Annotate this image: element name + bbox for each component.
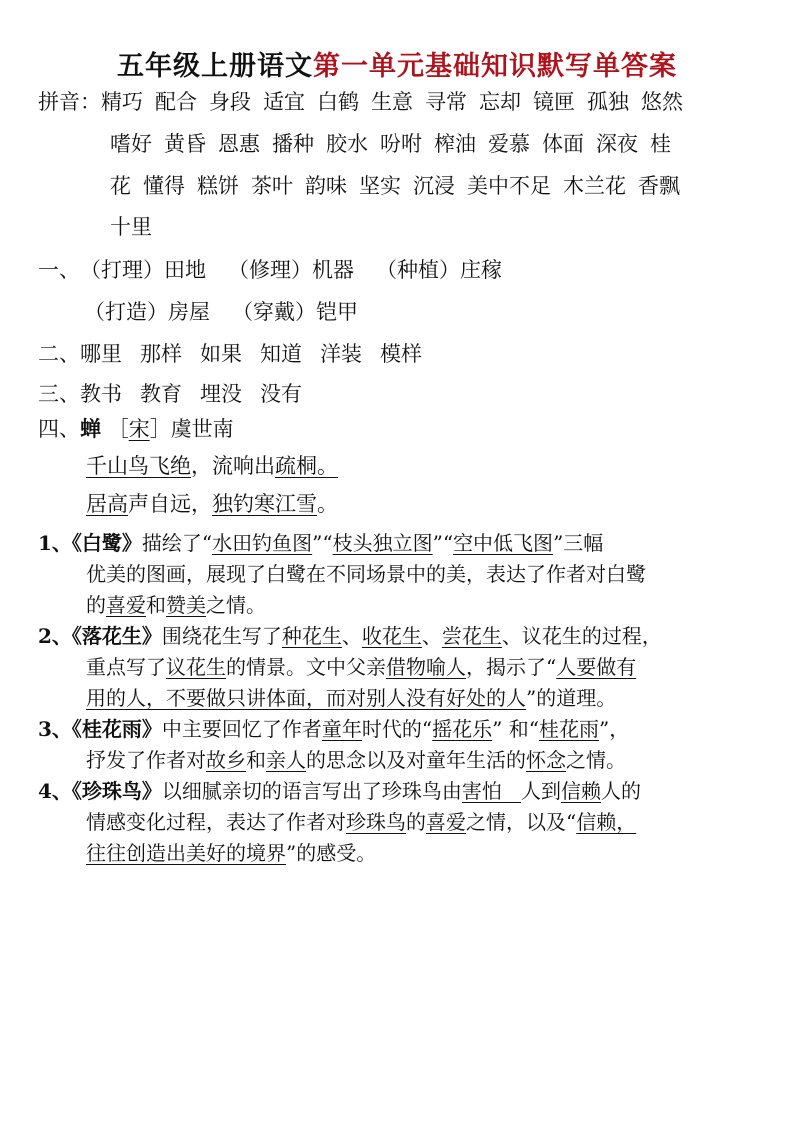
q2-book-title: 《落花生》	[71, 624, 162, 648]
q3-answer-4: 故乡	[206, 748, 246, 772]
q1-number: 1、	[38, 531, 72, 555]
pinyin-word: 榨油	[434, 132, 476, 156]
section-1-row-2	[84, 296, 380, 326]
q2-line-1	[38, 620, 662, 649]
q2-answer-7: 用的人，不要做只讲体面，而对别人没有好处的人	[86, 686, 526, 710]
section-1-item: （打造）房屋	[84, 300, 210, 324]
poem-dynasty: 宋	[128, 417, 150, 441]
pinyin-label: 拼音：	[38, 90, 101, 114]
poem-line-1	[86, 450, 351, 480]
section-1-label: 一、	[38, 258, 80, 282]
pinyin-word: 懂得	[143, 174, 185, 198]
pinyin-line-3	[110, 170, 692, 200]
section-1-item: （穿戴）铠甲	[232, 300, 358, 324]
q2-text-2: 、	[341, 624, 362, 648]
q3-text-3: ” 和“	[492, 717, 539, 741]
section-1-items-row-1	[80, 258, 524, 282]
q4-answer-4: 喜爱	[426, 810, 466, 834]
section-4-label: 四、	[38, 417, 80, 441]
dynasty-bracket-open: ［	[107, 417, 129, 441]
pinyin-word: 嗜好	[110, 132, 152, 156]
pinyin-word: 木兰花	[563, 174, 626, 198]
q4-answer-1: 害怕	[461, 779, 502, 803]
q1-text-8: 之情。	[206, 593, 266, 617]
section-2-item: 模样	[380, 342, 422, 366]
section-1-item: （修理）机器	[228, 258, 354, 282]
q4-text-3: 人的	[601, 779, 641, 803]
poem-line-1-answer-b: 疏桐。	[275, 454, 338, 478]
pinyin-word: 美中不足	[467, 174, 551, 198]
pinyin-line-2	[110, 128, 683, 158]
pinyin-word: 适宜	[263, 90, 305, 114]
poem-line-2-answer-b: 独钓寒江雪	[212, 492, 317, 516]
poem-title: 蝉	[80, 416, 101, 441]
q1-answer-2: 枝头独立图	[332, 531, 433, 555]
poem-line-2-answer-a: 居高	[86, 492, 128, 516]
poem-author: 虞世南	[170, 417, 234, 441]
q3-answer-5: 亲人	[266, 748, 306, 772]
poem-line-2-end: 。	[317, 492, 338, 516]
section-3-item: 教育	[140, 382, 182, 406]
q4-text-2: 人到	[521, 779, 561, 803]
section-2-items	[80, 342, 440, 366]
pinyin-word: 忘却	[479, 90, 521, 114]
q4-text-5: 的	[406, 810, 426, 834]
pinyin-word: 配合	[155, 90, 197, 114]
pinyin-word: 沉浸	[413, 174, 455, 198]
q3-line-1	[38, 713, 629, 742]
pinyin-word: 白鹤	[317, 90, 359, 114]
q3-book-title: 《桂花雨》	[71, 717, 162, 741]
pinyin-word: 茶叶	[251, 174, 293, 198]
poem-line-2-text: 声自远，	[128, 492, 212, 516]
q2-answer-4: 议花生	[166, 655, 226, 679]
section-1-item: （种植）庄稼	[376, 258, 502, 282]
section-2-item: 那样	[140, 342, 182, 366]
section-2-item: 知道	[260, 342, 302, 366]
q2-answer-1: 种花生	[281, 624, 342, 648]
q1-text-2: ”“	[312, 531, 333, 555]
q1-line-3	[86, 589, 266, 618]
q1-answer-1: 水田钓鱼图	[212, 531, 313, 555]
q4-line-1	[38, 775, 641, 804]
section-2	[38, 338, 440, 368]
q1-answer-3: 空中低飞图	[453, 531, 554, 555]
poem-line-1-answer-a: 千山鸟飞绝	[86, 454, 191, 478]
q1-text-3: ”“	[432, 531, 454, 555]
section-3-item: 教书	[80, 382, 122, 406]
pinyin-word: 恩惠	[218, 132, 260, 156]
q2-text-8: ”的道理。	[526, 686, 617, 710]
section-3-item: 没有	[260, 382, 302, 406]
pinyin-word: 身段	[209, 90, 251, 114]
q4-text-7: ”的感受。	[286, 841, 377, 865]
pinyin-words-2	[110, 132, 683, 156]
q2-text-7: ，揭示了“	[466, 655, 557, 679]
q3-answer-1: 童年	[321, 717, 362, 741]
pinyin-line-1	[38, 86, 695, 116]
pinyin-word: 花	[110, 174, 131, 198]
q2-text-3: 、	[421, 624, 442, 648]
q3-line-2	[86, 744, 626, 773]
q2-answer-6: 人要做有	[556, 655, 637, 679]
q4-text-6: 之情，以及“	[466, 810, 577, 834]
dynasty-bracket-close: ］	[149, 417, 171, 441]
q1-text-4: ”三幅	[553, 531, 604, 555]
pinyin-word: 糕饼	[197, 174, 239, 198]
q4-line-3	[86, 837, 376, 866]
q4-answer-1-blank	[502, 779, 521, 803]
pinyin-word: 镜匣	[533, 90, 575, 114]
q2-answer-2: 收花生	[361, 624, 422, 648]
section-1-row-1	[38, 254, 524, 284]
q4-answer-3: 珍珠鸟	[346, 810, 406, 834]
page-title	[0, 44, 794, 83]
pinyin-word: 爱慕	[488, 132, 530, 156]
section-1-item: （打理）田地	[80, 258, 206, 282]
pinyin-word: 黄昏	[164, 132, 206, 156]
pinyin-word: 寻常	[425, 90, 467, 114]
section-2-label: 二、	[38, 342, 80, 366]
q3-text-8: 之情。	[566, 748, 626, 772]
q4-answer-5: 信赖，	[576, 810, 637, 834]
q2-text-4: 、议花生的过程，	[501, 624, 662, 648]
q1-line-2	[86, 558, 646, 587]
q3-answer-3: 桂花雨	[538, 717, 599, 741]
pinyin-words-1	[101, 90, 695, 114]
q1-answer-5: 赞美	[166, 593, 206, 617]
section-2-item: 哪里	[80, 342, 122, 366]
pinyin-word: 孤独	[587, 90, 629, 114]
pinyin-word: 韵味	[305, 174, 347, 198]
q3-text-4: ”，	[598, 717, 630, 741]
q2-text-1: 围绕花生写了	[161, 624, 282, 648]
q3-text-2: 时代的“	[361, 717, 433, 741]
pinyin-line-4	[110, 211, 152, 241]
pinyin-word: 吩咐	[380, 132, 422, 156]
q3-number: 3、	[38, 717, 72, 741]
pinyin-word: 坚实	[359, 174, 401, 198]
q1-text-7: 和	[146, 593, 166, 617]
q1-text-1: 描绘了“	[141, 531, 213, 555]
q3-text-5: 抒发了作者对	[86, 748, 206, 772]
q1-book-title: 《白鹭》	[71, 531, 142, 555]
q4-answer-6: 往往创造出美好的境界	[86, 841, 286, 865]
q3-text-1: 中主要回忆了作者	[161, 717, 322, 741]
section-3-item: 埋没	[200, 382, 242, 406]
q1-text-6: 的	[86, 593, 106, 617]
section-3	[38, 378, 320, 408]
pinyin-words-3	[110, 174, 692, 198]
q3-answer-6: 怀念	[526, 748, 566, 772]
q4-text-4: 情感变化过程，表达了作者对	[86, 810, 346, 834]
pinyin-word: 深夜	[596, 132, 638, 156]
pinyin-word: 香飘	[638, 174, 680, 198]
q2-text-5: 重点写了	[86, 655, 166, 679]
q1-text-5: 优美的图画，展现了白鹭在不同场景中的美，表达了作者对白鹭	[86, 562, 646, 586]
q3-text-7: 的思念以及对童年生活的	[306, 748, 526, 772]
q2-answer-3: 尝花生	[441, 624, 502, 648]
q2-number: 2、	[38, 624, 72, 648]
q2-answer-5: 借物喻人	[386, 655, 466, 679]
q2-line-2	[86, 651, 636, 680]
pinyin-word: 生意	[371, 90, 413, 114]
section-3-label: 三、	[38, 382, 80, 406]
poem-line-1-text: ，流响出	[191, 454, 275, 478]
pinyin-word: 桂	[650, 132, 671, 156]
title-unit-part: 第一单元基础知识默写单答案	[313, 51, 677, 82]
section-4-heading	[38, 413, 234, 443]
q4-answer-2: 信赖	[561, 779, 601, 803]
q2-line-3	[86, 682, 616, 711]
pinyin-words-4: 十里	[110, 215, 152, 239]
pinyin-word: 播种	[272, 132, 314, 156]
q4-text-1: 以细腻亲切的语言写出了珍珠鸟由	[161, 779, 462, 803]
q4-book-title: 《珍珠鸟》	[71, 779, 162, 803]
pinyin-word: 胶水	[326, 132, 368, 156]
q3-answer-2: 摇花乐	[432, 717, 493, 741]
q4-line-2	[86, 806, 636, 835]
poem-line-2	[86, 488, 338, 518]
q2-text-6: 的情景。文中父亲	[226, 655, 386, 679]
section-2-item: 如果	[200, 342, 242, 366]
pinyin-word: 悠然	[641, 90, 683, 114]
q1-answer-4: 喜爱	[106, 593, 146, 617]
pinyin-word: 精巧	[101, 90, 143, 114]
section-3-items	[80, 382, 320, 406]
q1-line-1	[38, 527, 603, 556]
q3-text-6: 和	[246, 748, 266, 772]
section-1-items-row-2	[84, 300, 380, 324]
pinyin-word: 体面	[542, 132, 584, 156]
title-grade-part: 五年级上册语文	[117, 51, 313, 82]
section-2-item: 洋装	[320, 342, 362, 366]
q4-number: 4、	[38, 779, 72, 803]
